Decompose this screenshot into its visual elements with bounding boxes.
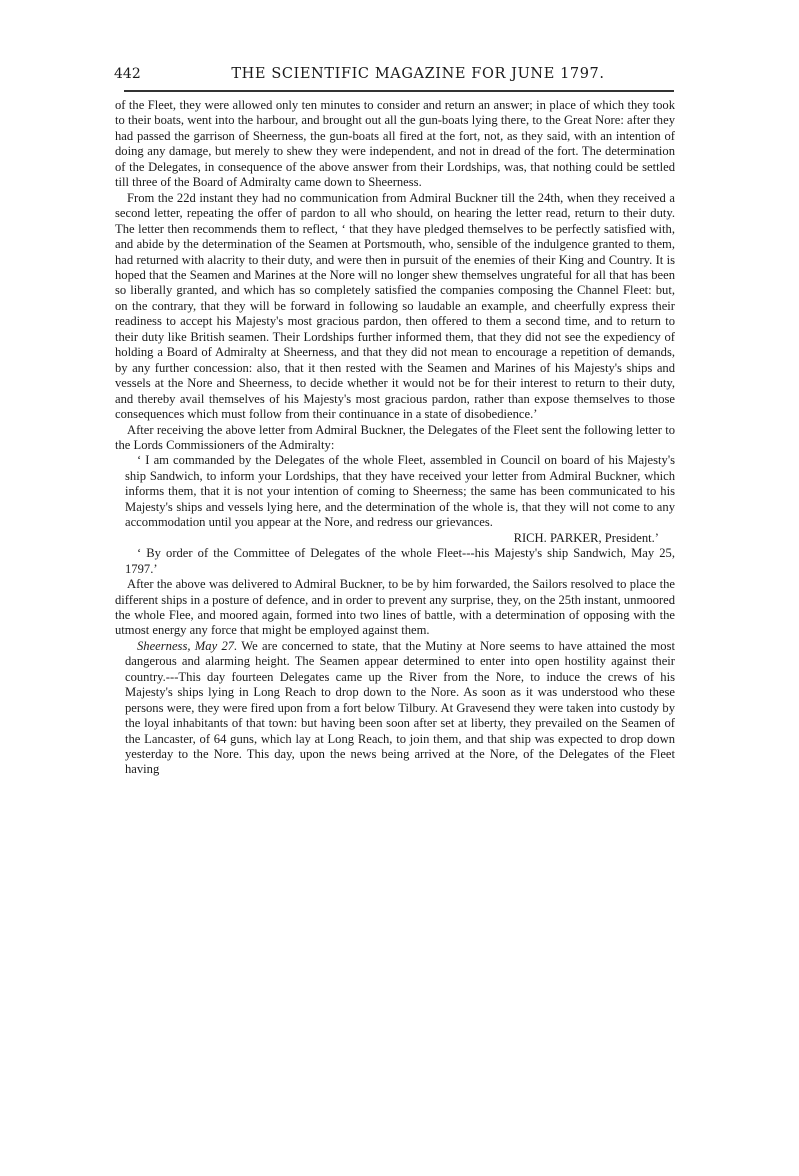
quoted-letter: ‘ I am commanded by the Delegates of the whole Fleet, assembled in Council on board of his Majesty's ship Sandwich, to inform your Lordships, that they have received your letter from Admiral Buckner, which informs them, that it is not your intention of coming to Sheerness; the same has been communicated to his Majesty's ships and vessels lying here, and the determination of the whole is, that they will not come to any accommodation until you appear at the Nore, and redress our grievances. (125, 453, 675, 530)
paragraph-text: We are concerned to state, that the Mutiny at Nore seems to have attained the most dangerous and alarming height. The Seamen appear determined to enter into open hostility against their country.---This day fourteen Delegates came up the River from the Nore, to induce the crews of his Majesty's ships lying in Long Reach to drop down to the Nore. As soon as it was understood who these persons were, they were fired upon from a fort below Tilbury. At Gravesend they were taken into custody by the loyal inhabitants of that town: but having been soon after set at liberty, they prevailed on the Seamen of the Lancaster, of 64 guns, which lay at Long Reach, to join them, and that ship was expected to drop down yesterday to the Nore. This day, upon the news being arrived at the Nore, of the Delegates of the Fleet having (125, 638, 675, 777)
header-rule (124, 90, 674, 92)
page-header (114, 66, 674, 88)
paragraph: From the 22d instant they had no communication from Admiral Buckner till the 24th, when they received a second letter, repeating the offer of pardon to all who should, on hearing the letter read, return to their duty. The letter then recommends them to reflect, ‘ that they have pledged themselves to be perfectly satisfied with, and abide by the determination of the Seamen at Portsmouth, who, sensible of the indulgence granted to them, had returned with alacrity to their duty, and were then in pursuit of the enemies of their King and Country. It is hoped that the Seamen and Marines at the Nore will no longer shew themselves ungrateful for all that has been so liberally granted, and which has so completely satisfied the companies composing the Channel Fleet: but, on the contrary, that they will be forward in following so laudable an example, and cheerfully express their readiness to accept his Majesty's most gracious pardon, then offered to them a second time, and to return to their duty like British seamen. Their Lordships further informed them, that they did not see the expediency of holding a Board of Admiralty at Sheerness, and that they did not mean to encourage a repetition of demands, by any further concession: also, that it then rested with the Seamen and Marines of his Majesty's ships and vessels at the Nore and Sheerness, to decide whether it would not be for their interest to return to their duty, and thereby avail themselves of his Majesty's most gracious pardon, rather than expose themselves to those consequences which must follow from their continuance in a state of disobedience.’ (115, 190, 675, 422)
running-title: THE SCIENTIFIC MAGAZINE FOR JUNE 1797. (231, 66, 605, 82)
letter-signature: RICH. PARKER, President.’ (513, 530, 659, 545)
dated-paragraph (115, 639, 675, 778)
dateline: Sheerness, May 27. (137, 638, 238, 653)
page-number: 442 (114, 66, 141, 82)
order-line: ‘ By order of the Committee of Delegates of the whole Fleet---his Majesty's ship Sandwich, May 25, 1797.’ (125, 546, 675, 576)
article-body (115, 98, 675, 778)
paragraph: After the above was delivered to Admiral Buckner, to be by him forwarded, the Sailors resolved to place the different ships in a posture of defence, and in order to prevent any surprise, they, on the 25th instant, unmoored the whole Flee, and moored again, formed into two lines of battle, with a determination of opposing with the utmost energy any force that might be employed against them. (115, 577, 675, 638)
paragraph: After receiving the above letter from Admiral Buckner, the Delegates of the Fleet sent the following letter to the Lords Commissioners of the Admiralty: (115, 422, 675, 452)
paragraph: of the Fleet, they were allowed only ten minutes to consider and return an answer; in place of which they took to their boats, went into the harbour, and brought out all the gun-boats lying there, to the Great Nore: after they had passed the garrison of Sheerness, the gun-boats all fired at the fort, not, as they said, with an intention of doing any damage, but merely to shew they were independent, and not in dread of the fort. The determination of the Delegates, in consequence of the above answer from their Lordships, was, that nothing could be settled till three of the Board of Admiralty came down to Sheerness. (115, 98, 675, 190)
